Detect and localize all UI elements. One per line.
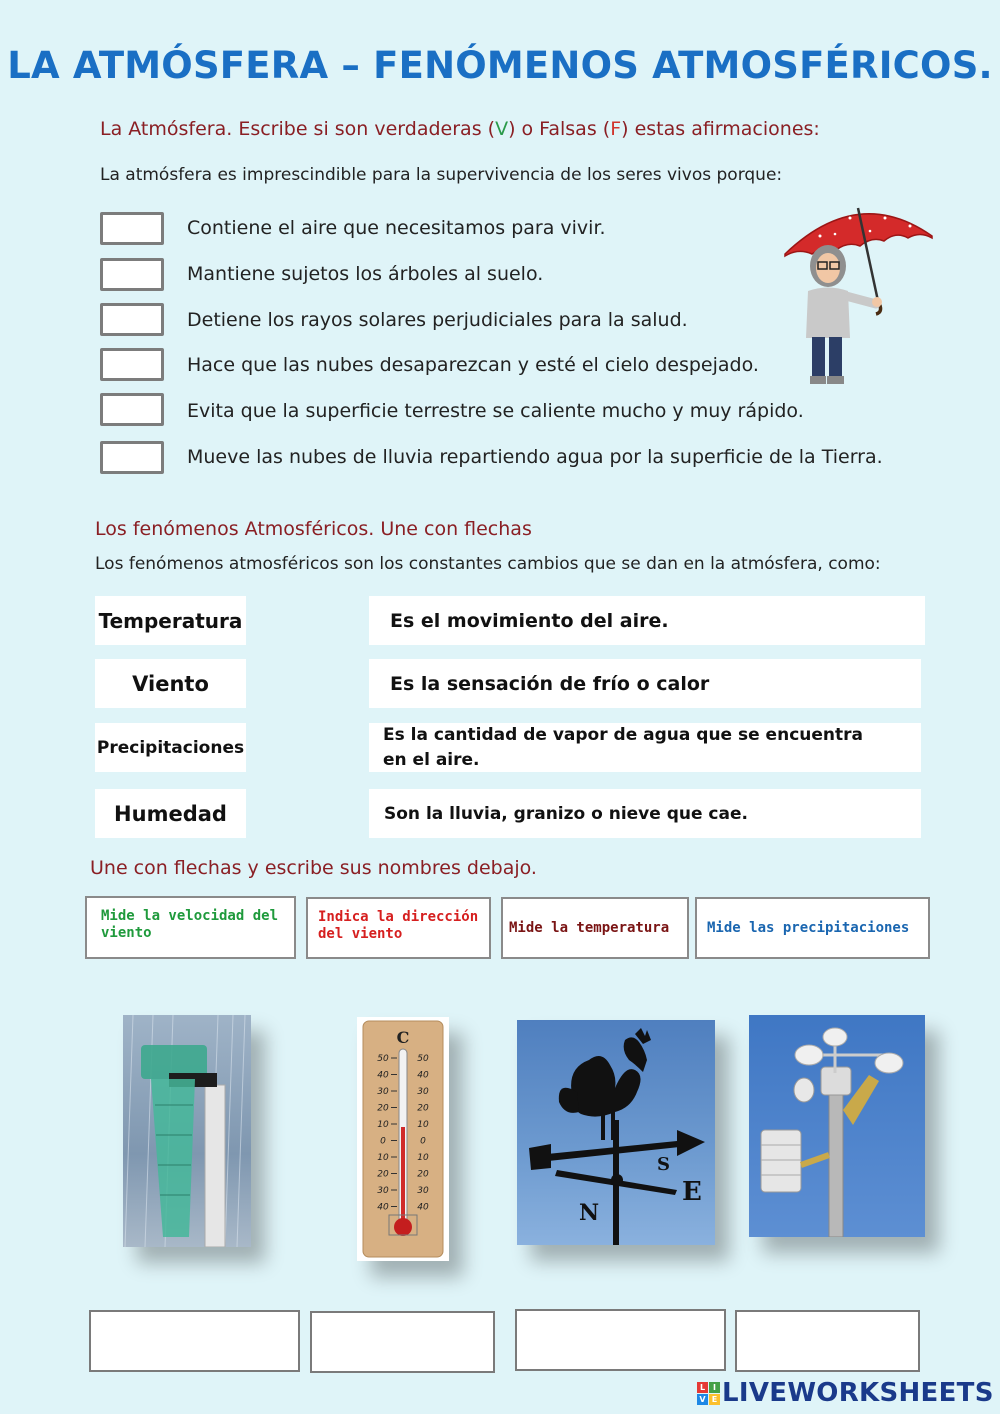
definition-1[interactable]: Es el movimiento del aire.: [369, 596, 925, 645]
heading-part: ) o Falsas (: [508, 118, 611, 140]
term-temperatura[interactable]: Temperatura: [95, 596, 246, 645]
thermometer-mark: 10: [417, 1153, 429, 1163]
thermometer-mark: 40: [377, 1070, 389, 1081]
statement-2: Mantiene sujetos los árboles al suelo.: [187, 263, 544, 285]
thermometer-mark: 40: [417, 1070, 429, 1081]
umbrella-character-icon: [780, 196, 940, 391]
thermometer-mark: 30: [417, 1087, 429, 1097]
answer-box-6[interactable]: [100, 441, 164, 474]
answer-box-4[interactable]: [100, 348, 164, 381]
false-letter: F: [610, 118, 622, 140]
answer-name-3[interactable]: [515, 1309, 726, 1371]
label-temperature[interactable]: Mide la temperatura: [501, 897, 689, 959]
thermometer-mark: 20: [377, 1103, 389, 1114]
section-2-heading: Los fenómenos Atmosféricos. Une con flechas: [95, 518, 532, 540]
logo-letter: V: [697, 1394, 708, 1405]
answer-box-2[interactable]: [100, 258, 164, 291]
heading-part: La Atmósfera. Escribe si son verdaderas (: [100, 118, 496, 140]
thermometer-mark: 30: [377, 1186, 389, 1196]
section-1-heading: [100, 118, 820, 140]
statement-5: Evita que la superficie terrestre se caliente mucho y muy rápido.: [187, 400, 804, 422]
liveworksheets-brand[interactable]: LIVEWORKSHEETS: [722, 1378, 994, 1408]
thermometer-image[interactable]: [357, 1017, 449, 1261]
section-1-intro: La atmósfera es imprescindible para la supervivencia de los seres vivos porque:: [100, 165, 783, 185]
answer-name-4[interactable]: [735, 1310, 920, 1372]
thermometer-mark: 0: [380, 1136, 386, 1147]
definition-3[interactable]: Es la cantidad de vapor de agua que se encuentra en el aire.: [369, 723, 921, 772]
svg-text:N: N: [579, 1200, 600, 1226]
answer-box-5[interactable]: [100, 393, 164, 426]
thermometer-mark: 10: [417, 1120, 429, 1130]
thermometer-mark: 10: [377, 1153, 389, 1163]
weather-vane-image[interactable]: [517, 1020, 715, 1245]
definition-2[interactable]: Es la sensación de frío o calor: [369, 659, 921, 708]
label-wind-speed[interactable]: Mide la velocidad del viento: [85, 896, 296, 959]
statement-6: Mueve las nubes de lluvia repartiendo agua por la superficie de la Tierra.: [187, 446, 883, 468]
true-letter: V: [495, 118, 509, 140]
thermometer-mark: 30: [417, 1186, 429, 1196]
answer-box-1[interactable]: [100, 212, 164, 245]
term-viento[interactable]: Viento: [95, 659, 246, 708]
statement-4: Hace que las nubes desaparezcan y esté el cielo despejado.: [187, 354, 759, 376]
anemometer-image[interactable]: [749, 1015, 925, 1237]
statement-1: Contiene el aire que necesitamos para vivir.: [187, 217, 606, 239]
definition-4[interactable]: Son la lluvia, granizo o nieve que cae.: [369, 789, 921, 838]
logo-letter: L: [697, 1382, 708, 1393]
thermometer-mark: 50: [417, 1054, 429, 1064]
answer-box-3[interactable]: [100, 303, 164, 336]
heading-part: ) estas afirmaciones:: [621, 118, 820, 140]
thermometer-mark: 50: [377, 1054, 389, 1064]
term-precipitaciones[interactable]: Precipitaciones: [95, 723, 246, 772]
thermometer-unit: C: [396, 1028, 410, 1047]
answer-name-1[interactable]: [89, 1310, 300, 1372]
thermometer-mark: 10: [377, 1120, 389, 1130]
rain-gauge-image[interactable]: [123, 1015, 251, 1247]
section-3-heading: Une con flechas y escribe sus nombres debajo.: [90, 857, 537, 879]
thermometer-mark: 20: [417, 1169, 429, 1180]
svg-text:E: E: [682, 1177, 702, 1207]
thermometer-mark: 20: [377, 1169, 389, 1180]
statement-3: Detiene los rayos solares perjudiciales para la salud.: [187, 309, 688, 331]
thermometer-mark: 0: [420, 1136, 426, 1147]
liveworksheets-logo-icon: [697, 1382, 721, 1406]
section-2-intro: Los fenómenos atmosféricos son los constantes cambios que se dan en la atmósfera, como:: [95, 554, 881, 574]
page-title: LA ATMÓSFERA – FENÓMENOS ATMOSFÉRICOS.: [7, 44, 993, 87]
term-humedad[interactable]: Humedad: [95, 789, 246, 838]
logo-letter: E: [709, 1394, 720, 1405]
thermometer-mark: 40: [377, 1202, 389, 1213]
thermometer-mark: 20: [417, 1103, 429, 1114]
label-wind-direction[interactable]: Indica la dirección del viento: [306, 897, 491, 959]
logo-letter: I: [709, 1382, 720, 1393]
thermometer-mark: 30: [377, 1087, 389, 1097]
svg-text:S: S: [657, 1154, 670, 1175]
answer-name-2[interactable]: [310, 1311, 495, 1373]
label-precipitation[interactable]: Mide las precipitaciones: [695, 897, 930, 959]
thermometer-mark: 40: [417, 1202, 429, 1213]
